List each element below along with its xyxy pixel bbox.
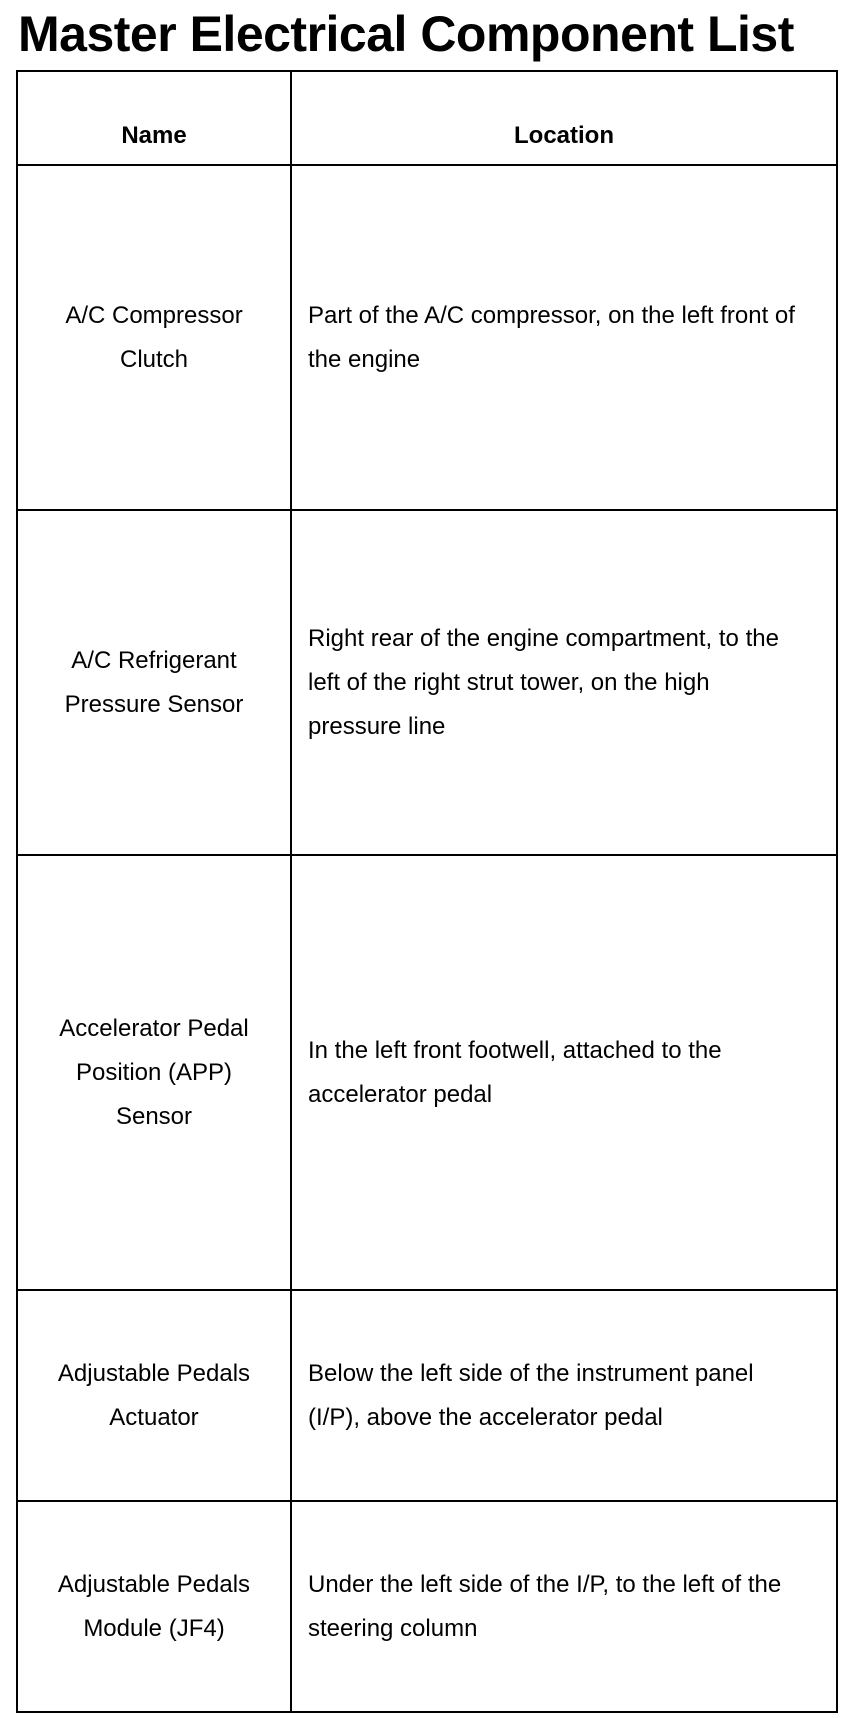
page-title: Master Electrical Component List: [18, 6, 794, 62]
component-name-cell: [17, 855, 291, 1290]
component-table: [16, 70, 838, 1713]
table-row: [17, 510, 837, 855]
component-location-cell: [291, 165, 837, 510]
component-location-cell: [291, 510, 837, 855]
component-location: Below the left side of the instrument panel (I/P), above the accelerator pedal: [308, 1359, 754, 1431]
table-row: [17, 165, 837, 510]
component-location: In the left front footwell, attached to the accelerator pedal: [308, 1036, 722, 1108]
table-row: [17, 855, 837, 1290]
table-header-row: [17, 71, 837, 165]
table-row: [17, 1501, 837, 1712]
component-name-cell: [17, 510, 291, 855]
component-name: Adjustable Pedals Module (JF4): [57, 1570, 251, 1642]
component-location-cell: [291, 1290, 837, 1501]
component-name-cell: [17, 1501, 291, 1712]
component-name-cell: [17, 165, 291, 510]
component-name: A/C Refrigerant Pressure Sensor: [64, 646, 244, 718]
component-location: Part of the A/C compressor, on the left front of the engine: [308, 301, 795, 373]
component-name-cell: [17, 1290, 291, 1501]
location-column-header: Location: [291, 71, 837, 165]
component-location: Under the left side of the I/P, to the left of the steering column: [308, 1570, 782, 1642]
component-name: Accelerator Pedal Position (APP) Sensor: [59, 1014, 249, 1130]
table-row: [17, 1290, 837, 1501]
name-column-header: Name: [17, 71, 291, 165]
component-location-cell: [291, 855, 837, 1290]
component-location: Right rear of the engine compartment, to the left of the right strut tower, on the high pressure line: [308, 624, 779, 740]
component-name: A/C Compressor Clutch: [65, 301, 243, 373]
component-name: Adjustable Pedals Actuator: [57, 1359, 251, 1431]
component-location-cell: [291, 1501, 837, 1712]
